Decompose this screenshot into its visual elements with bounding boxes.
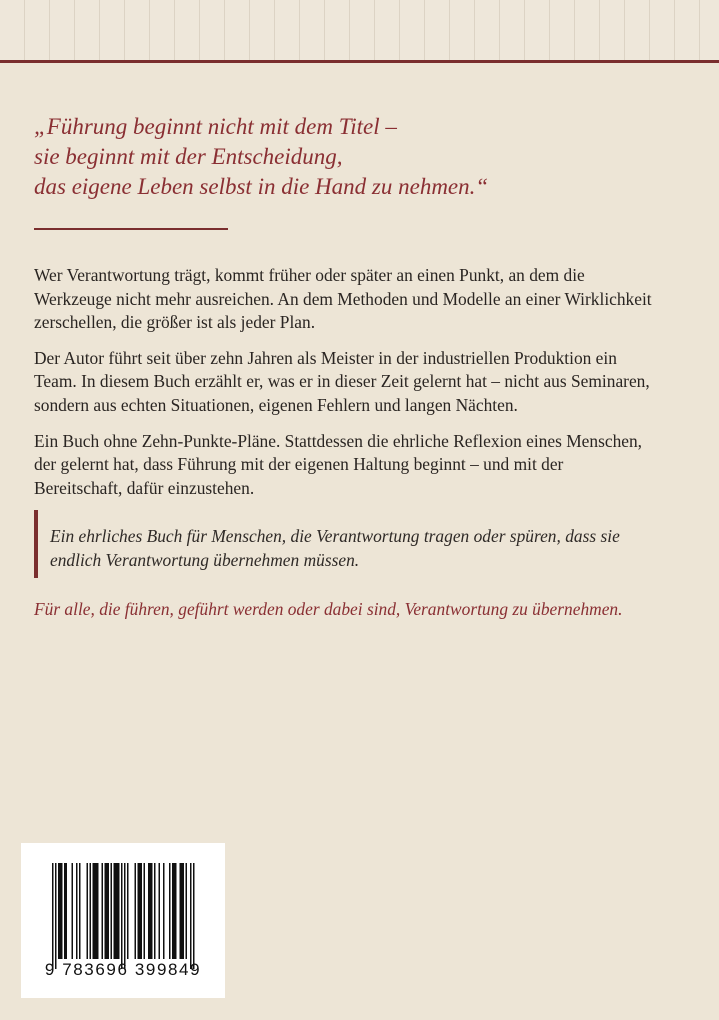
quote-line: sie beginnt mit der Entscheidung, — [34, 144, 343, 169]
blurb-line: sondern aus echten Situationen, eigenen Fehlern und langen Nächten. — [34, 394, 518, 415]
callout-block — [34, 510, 694, 578]
barcode-bar — [163, 863, 165, 959]
barcode-bar — [190, 863, 192, 969]
blurb-line: Team. In diesem Buch erzählt er, was er in dieser Zeit gelernt hat – nicht aus Seminaren, — [34, 371, 650, 392]
quote-underline-divider — [34, 228, 228, 230]
barcode-bar — [180, 863, 182, 959]
callout-line: endlich Verantwortung übernehmen müssen. — [50, 550, 360, 570]
barcode-bar — [172, 863, 174, 959]
blurb-line: Bereitschaft, dafür einzustehen. — [34, 477, 255, 498]
barcode-bar — [93, 863, 95, 959]
barcode-bar — [114, 863, 116, 959]
barcode-bar — [127, 863, 129, 959]
top-decorative-stripes — [0, 0, 719, 60]
barcode-bar — [96, 863, 98, 959]
barcode-bar — [61, 863, 63, 959]
barcode-bar — [106, 863, 108, 959]
barcode-bar — [102, 863, 104, 959]
barcode-bar — [64, 863, 66, 959]
barcode-bar — [141, 863, 143, 959]
quote-line: das eigene Leben selbst in die Hand zu nehmen.“ — [34, 174, 489, 199]
barcode-bar — [55, 863, 57, 969]
closing-line: Für alle, die führen, geführt werden oder dabei sind, Verantwortung zu übernehmen. — [34, 599, 623, 619]
barcode-bar — [118, 863, 120, 959]
barcode-bar — [135, 863, 137, 959]
barcode-bar — [169, 863, 171, 959]
barcode-bar — [148, 863, 150, 959]
barcode-bar — [174, 863, 176, 959]
barcode-bar — [79, 863, 81, 959]
barcode-bar — [90, 863, 92, 959]
barcode-bar — [117, 863, 119, 959]
blurb-paragraph — [34, 430, 694, 501]
pull-quote — [34, 112, 694, 202]
barcode-bar — [193, 863, 195, 969]
barcode-bar — [159, 863, 161, 959]
callout-line: Ein ehrliches Buch für Menschen, die Verantwortung tragen oder spüren, dass sie — [50, 526, 620, 546]
barcode-bar — [154, 863, 156, 959]
barcode-bar — [111, 863, 113, 959]
barcode-bar — [108, 863, 110, 959]
barcode-bar — [76, 863, 78, 959]
barcode-bar — [150, 863, 152, 959]
barcode-bar — [72, 863, 74, 959]
blurb-line: Wer Verantwortung trägt, kommt früher oder später an einen Punkt, an dem die — [34, 265, 585, 285]
barcode-bar — [144, 863, 146, 959]
callout-accent-bar — [34, 510, 38, 578]
barcode-bar — [58, 863, 60, 959]
barcode-bar — [94, 863, 96, 959]
blurb-body — [34, 264, 694, 512]
isbn-number: 9 783696 399849 — [44, 960, 202, 979]
barcode-bar — [181, 863, 183, 959]
barcode-bar — [183, 863, 185, 959]
barcode-bar — [52, 863, 54, 969]
top-divider — [0, 60, 719, 63]
barcode-bar — [121, 863, 123, 969]
blurb-paragraph — [34, 347, 694, 418]
barcode-bar — [138, 863, 140, 959]
barcode-bar — [60, 863, 62, 959]
barcode-bar — [87, 863, 89, 959]
callout-text — [50, 524, 690, 572]
blurb-line: Der Autor führt seit über zehn Jahren als Meister in der industriellen Produktion ein — [34, 347, 617, 368]
quote-line: „Führung beginnt nicht mit dem Titel – — [34, 114, 397, 139]
barcode-bar — [124, 863, 126, 969]
barcode-bar — [66, 863, 68, 959]
barcode-panel — [21, 843, 225, 998]
blurb-line: der gelernt hat, dass Führung mit der eigenen Haltung beginnt – und mit der — [34, 454, 564, 475]
blurb-line: Werkzeuge nicht mehr ausreichen. An dem Methoden und Modelle an einer Wirklichkeit — [34, 288, 652, 309]
blurb-line: Ein Buch ohne Zehn-Punkte-Pläne. Stattdessen die ehrliche Reflexion eines Menschen, — [34, 430, 643, 451]
barcode-bar — [175, 863, 177, 959]
barcode-bar — [186, 863, 188, 959]
barcode-bar — [151, 863, 153, 959]
barcode-bar — [97, 863, 99, 959]
barcode-bar — [115, 863, 117, 959]
barcode-bar — [105, 863, 107, 959]
blurb-line: zerschellen, die größer ist als jeder Plan. — [34, 312, 316, 333]
blurb-paragraph — [34, 264, 694, 335]
barcode-bar — [139, 863, 141, 959]
